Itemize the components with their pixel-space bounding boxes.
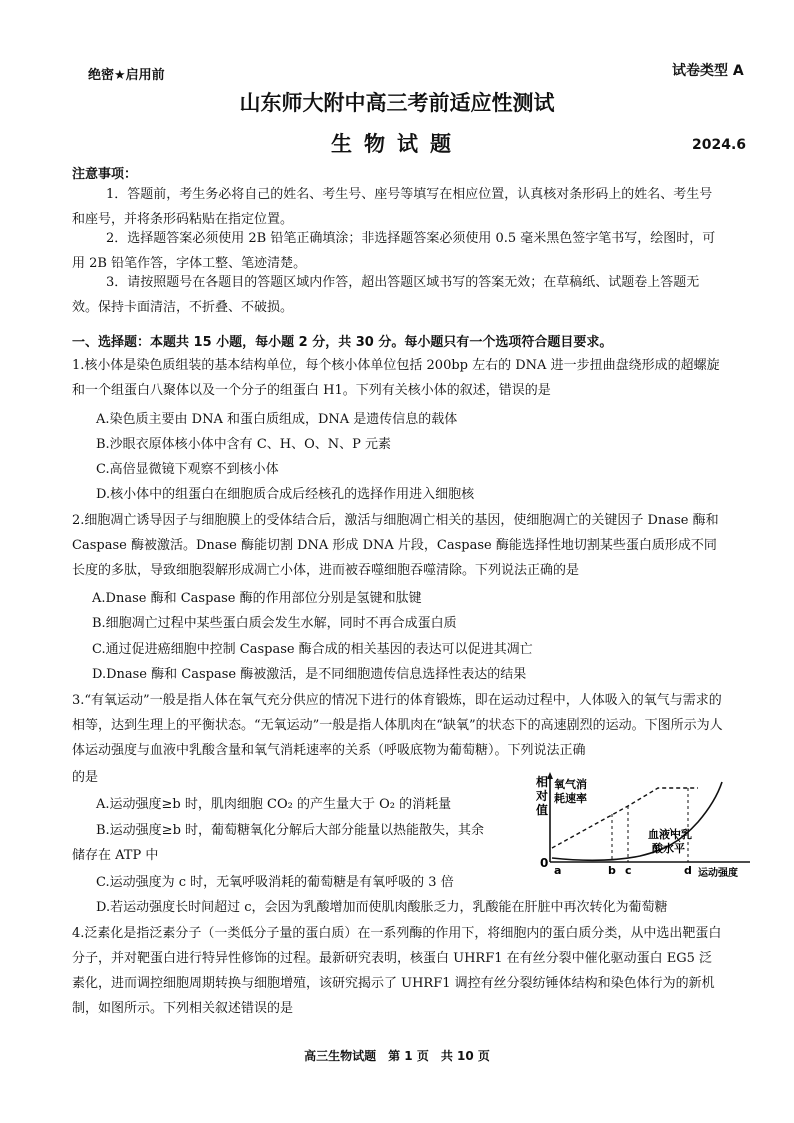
q4-stem: 4.泛素化是指泛素分子（一类低分子量的蛋白质）在一系列酶的作用下，将细胞内的蛋白质分类，从中选出靶蛋白分子，并对靶蛋白进行特异性修饰的过程。最新研究表明，核蛋白 UHRF1 在有丝分裂中催化驱动蛋白 EG5 泛素化，进而调控细胞周期转换与细胞增殖，该研究揭示了 UHRF1 调控有丝分裂纺锤体结构和染色体行为的新机制，如图所示。下列相关叙述错误的是 bbox=[72, 926, 722, 1016]
lactate-label-2: 酸水平 bbox=[652, 842, 685, 855]
page-footer: 高三生物试题 第 1 页 共 10 页 bbox=[304, 1049, 490, 1063]
q3-stem-end: 的是 bbox=[72, 770, 99, 785]
q3-stem: 3.“有氧运动”一般是指人体在氧气充分供应的情况下进行的体育锻炼，即在运动过程中，人体吸入的氧气与需求的相等，达到生理上的平衡状态。“无氧运动”一般是指人体肌肉在“缺氧”的状态下的高速剧烈的运动。下图所示为人体运动强度与血液中乳酸含量和氧气消耗速率的关系（呼吸底物为葡萄糖）。下列说法正确 bbox=[72, 693, 723, 758]
x-axis-label: 运动强度 bbox=[698, 868, 738, 879]
oxygen-label-2: 耗速率 bbox=[554, 792, 587, 805]
q1-option-d: D.核小体中的组蛋白在细胞质合成后经核孔的选择作用进入细胞核 bbox=[96, 487, 475, 502]
tick-d: d bbox=[684, 864, 692, 877]
q3-option-a: A.运动强度≥b 时，肌肉细胞 CO₂ 的产生量大于 O₂ 的消耗量 bbox=[96, 797, 452, 812]
q3-option-c: C.运动强度为 c 时，无氧呼吸消耗的葡萄糖是有氧呼吸的 3 倍 bbox=[96, 875, 454, 890]
exam-title: 山东师大附中高三考前适应性测试 bbox=[239, 91, 555, 115]
section-heading: 一、选择题：本题共 15 小题，每小题 2 分，共 30 分。每小题只有一个选项符合题目要求。 bbox=[72, 335, 613, 350]
notice-item-3: 3．请按照题号在各题目的答题区域内作答，超出答题区域书写的答案无效；在草稿纸、试题卷上答题无效。保持卡面清洁，不折叠、不破损。 bbox=[72, 275, 700, 315]
notice-item-2: 2．选择题答案必须使用 2B 铅笔正确填涂；非选择题答案必须使用 0.5 毫米黑色签字笔书写，绘图时，可用 2B 铅笔作答，字体工整、笔迹清楚。 bbox=[72, 231, 716, 271]
lactate-label-1: 血液中乳 bbox=[648, 828, 692, 841]
notice-item-1: 1．答题前，考生务必将自己的姓名、考生号、座号等填写在相应位置，认真核对条形码上的姓名、考生号和座号，并将条形码粘贴在指定位置。 bbox=[72, 187, 713, 227]
q2-option-d: D.Dnase 酶和 Caspase 酶被激活，是不同细胞遗传信息选择性表达的结果 bbox=[92, 667, 527, 682]
q2-option-b: B.细胞凋亡过程中某些蛋白质会发生水解，同时不再合成蛋白质 bbox=[92, 616, 457, 631]
paper-type-label: 试卷类型 A bbox=[672, 63, 744, 79]
y-label-2: 对 bbox=[536, 789, 549, 803]
q3-option-d: D.若运动强度长时间超过 c，会因为乳酸增加而使肌肉酸胀乏力，乳酸能在肝脏中再次转化为葡萄糖 bbox=[96, 900, 668, 915]
exercise-intensity-figure bbox=[530, 770, 760, 882]
q3-option-b-cont: 储存在 ATP 中 bbox=[72, 848, 159, 863]
q1-option-b: B.沙眼衣原体核小体中含有 C、H、O、N、P 元素 bbox=[96, 437, 392, 452]
q2-stem: 2.细胞凋亡诱导因子与细胞膜上的受体结合后，激活与细胞凋亡相关的基因，使细胞凋亡的关键因子 Dnase 酶和 Caspase 酶被激活。Dnase 酶能切割 DNA 形成 DNA 片段，Caspase 酶能选择性地切割某些蛋白质形成不同长度的多肽，导致细胞裂解形成凋亡小体，进而被吞噬细胞吞噬清除。下列说法正确的是 bbox=[72, 513, 719, 578]
tick-b: b bbox=[608, 864, 616, 877]
exam-date: 2024.6 bbox=[692, 137, 747, 153]
subject-title: 生物试题 bbox=[331, 132, 463, 156]
y-label-1: 相 bbox=[536, 775, 549, 789]
tick-c: c bbox=[625, 864, 632, 877]
q2-option-c: C.通过促进癌细胞中控制 Caspase 酶合成的相关基因的表达可以促进其凋亡 bbox=[92, 642, 533, 657]
q3-option-b: B.运动强度≥b 时，葡萄糖氧化分解后大部分能量以热能散失，其余 bbox=[96, 823, 485, 838]
q1-option-c: C.高倍显微镜下观察不到核小体 bbox=[96, 462, 279, 477]
q1-option-a: A.染色质主要由 DNA 和蛋白质组成，DNA 是遗传信息的载体 bbox=[96, 412, 458, 427]
oxygen-label-1: 氧气消 bbox=[554, 778, 587, 791]
secret-label: 绝密★启用前 bbox=[88, 68, 165, 83]
q1-stem: 1.核小体是染色质组装的基本结构单位，每个核小体单位包括 200bp 左右的 DNA 进一步扭曲盘绕形成的超螺旋和一个组蛋白八聚体以及一个分子的组蛋白 H1。下列有关核小体的叙述，错误的是 bbox=[72, 358, 720, 398]
y-label-3: 值 bbox=[536, 803, 549, 817]
notice-heading: 注意事项： bbox=[72, 167, 138, 182]
tick-a: a bbox=[554, 864, 562, 877]
origin-label: 0 bbox=[540, 856, 549, 870]
q2-option-a: A.Dnase 酶和 Caspase 酶的作用部位分别是氢键和肽键 bbox=[92, 591, 422, 606]
